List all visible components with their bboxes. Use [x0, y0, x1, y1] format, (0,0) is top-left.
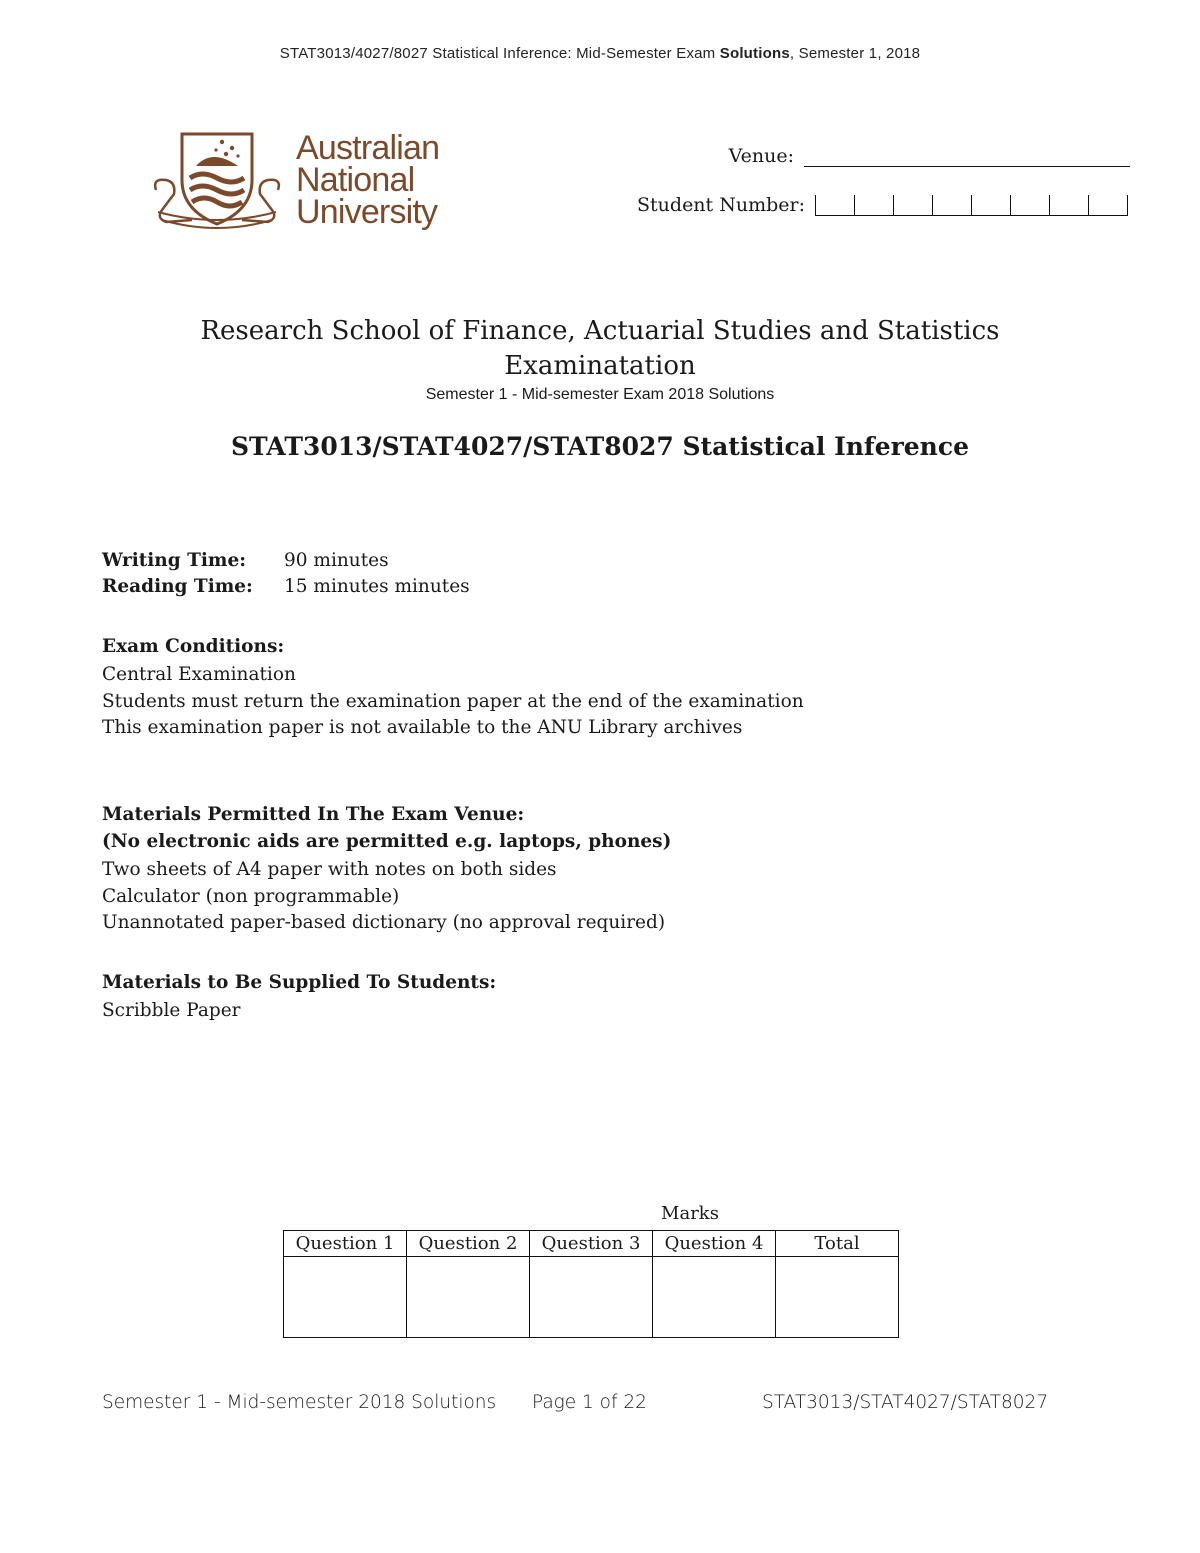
materials-permitted-note: (No electronic aids are permitted e.g. laptops, phones) [102, 831, 672, 852]
student-number-box[interactable] [1010, 195, 1049, 216]
student-number-box[interactable] [1088, 195, 1128, 216]
venue-blank-line[interactable] [804, 146, 1130, 167]
reading-time-row [102, 576, 470, 597]
student-number-field [637, 194, 1128, 216]
student-number-label: Student Number: [637, 194, 805, 216]
student-number-box[interactable] [932, 195, 971, 216]
materials-supplied-heading: Materials to Be Supplied To Students: [102, 972, 497, 993]
student-number-box[interactable] [854, 195, 893, 216]
exam-condition-line: Central Examination [102, 664, 296, 685]
running-header-prefix: STAT3013/4027/8027 Statistical Inference: Mid-Semester Exam [279, 45, 720, 62]
marks-table [283, 1230, 899, 1338]
logo-line-3: University [296, 193, 438, 231]
marks-cell[interactable] [653, 1257, 776, 1338]
materials-permitted-heading: Materials Permitted In The Exam Venue: [102, 804, 525, 825]
materials-permitted-list [102, 857, 665, 937]
marks-cell[interactable] [407, 1257, 530, 1338]
student-number-box[interactable] [971, 195, 1010, 216]
examination-title: Examinatation [504, 351, 696, 381]
footer-page-number: Page 1 of 22 [532, 1392, 647, 1413]
venue-field [729, 145, 1130, 167]
student-number-boxes[interactable] [815, 195, 1128, 216]
exam-conditions-list [102, 662, 804, 742]
logo-line-2: National [296, 161, 415, 199]
student-number-box[interactable] [893, 195, 932, 216]
marks-header-row [284, 1231, 899, 1257]
materials-permitted-line: Two sheets of A4 paper with notes on both sides [102, 859, 557, 880]
exam-subtitle: Semester 1 - Mid-semester Exam 2018 Solutions [425, 386, 775, 403]
marks-entry-row [284, 1257, 899, 1338]
running-header-suffix: , Semester 1, 2018 [789, 45, 921, 62]
student-number-box[interactable] [815, 195, 854, 216]
marks-column-header: Question 4 [653, 1231, 776, 1257]
school-title: Research School of Finance, Actuarial Studies and Statistics [200, 316, 1000, 346]
course-title: STAT3013/STAT4027/STAT8027 Statistical Inference [231, 432, 969, 461]
venue-label: Venue: [728, 145, 794, 167]
marks-label: Marks [661, 1203, 719, 1224]
marks-column-header: Question 1 [284, 1231, 407, 1257]
writing-time-value: 90 minutes [284, 550, 389, 571]
logo-wordmark [296, 129, 440, 231]
running-header-bold: Solutions [719, 45, 790, 62]
exam-condition-line: Students must return the examination paper at the end of the examination [102, 690, 804, 712]
materials-permitted-line: Unannotated paper-based dictionary (no approval required) [102, 912, 666, 933]
materials-supplied-list [102, 998, 241, 1025]
marks-column-header: Question 3 [530, 1231, 653, 1257]
reading-time-value: 15 minutes minutes [284, 576, 470, 597]
exam-conditions-heading: Exam Conditions: [102, 636, 285, 657]
reading-time-label: Reading Time: [102, 576, 253, 597]
anu-logo [152, 128, 462, 240]
marks-cell[interactable] [776, 1257, 899, 1338]
anu-crest-icon [152, 128, 282, 238]
writing-time-row [102, 550, 389, 571]
materials-supplied-line: Scribble Paper [102, 1000, 241, 1021]
marks-cell[interactable] [530, 1257, 653, 1338]
footer-left: Semester 1 - Mid-semester 2018 Solutions [102, 1392, 497, 1413]
writing-time-label: Writing Time: [102, 550, 247, 571]
exam-condition-line: This examination paper is not available to the ANU Library archives [102, 717, 743, 738]
student-number-box[interactable] [1049, 195, 1088, 216]
running-header [0, 45, 1200, 62]
marks-column-header: Total [776, 1231, 899, 1257]
logo-line-1: Australian [296, 129, 440, 167]
materials-permitted-line: Calculator (non programmable) [102, 885, 400, 907]
marks-column-header: Question 2 [407, 1231, 530, 1257]
footer-right: STAT3013/STAT4027/STAT8027 [762, 1392, 1049, 1413]
marks-cell[interactable] [284, 1257, 407, 1338]
